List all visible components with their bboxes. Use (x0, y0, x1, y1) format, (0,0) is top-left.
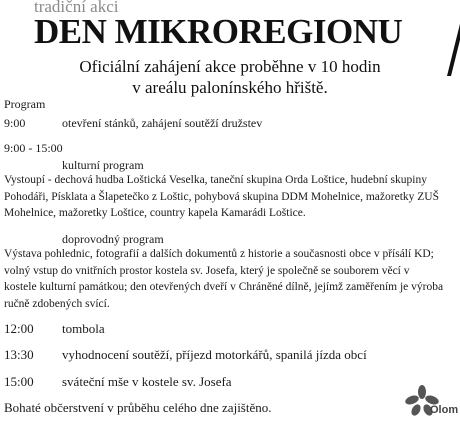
program-item-time: 13:30 (4, 347, 34, 362)
accompanying-text: Výstava pohlednic, fotografií a dalších dokumentů z historie a současnosti obce v přísálí KD; volný vstup do vnitřních prostor kostela sv. Josefa, který je společně se souborem věcí v kostele kulturní památkou; den otevřených dveří v Chráněné dílně, jejímž zaměřením je výroba ručně zdobených svící. (4, 248, 444, 310)
program-heading: Program (4, 97, 46, 111)
region-logo (402, 382, 460, 419)
program-item-text: sváteční mše v kostele sv. Josefa (62, 374, 232, 389)
cultural-text: Vystoupí - dechová hudba Loštická Veselka, taneční skupina Orda Loštice, hudební skupiny Pohodáři, Písklata a Šlapetečko z Loštic, pohybová skupina DDM Mohelnice, mažoretky ZUŠ Mohelnice, mažoretky Loštice, country kapela Kamarádi Loštice. (4, 174, 439, 219)
program-item-text: vyhodnocení soutěží, příjezd motorkářů, spanilá jízda obcí (62, 347, 367, 362)
cultural-heading: kulturní program (62, 158, 144, 172)
program-item-text: otevření stánků, zahájení soutěží družstev (62, 116, 263, 130)
kicker: tradiční akci (34, 0, 119, 16)
program-item-time: 15:00 (4, 374, 34, 389)
footer-note: Bohaté občerstvení v průběhu celého dne zajištěno. (4, 400, 272, 415)
accompanying-heading: doprovodný program (62, 232, 164, 246)
lead-line-1: Oficiální zahájení akce proběhne v 10 hodin (79, 57, 381, 76)
logo-text: Olom (430, 404, 459, 416)
page-title: DEN MIKROREGIONU (34, 12, 403, 51)
program-item-time: 9:00 - 15:00 (4, 141, 63, 155)
lead-line-2: v areálu palonínského hřiště. (132, 78, 328, 97)
program-item-time: 9:00 (4, 116, 26, 130)
program-item-text: tombola (62, 321, 105, 336)
program-item-time: 12:00 (4, 321, 34, 336)
